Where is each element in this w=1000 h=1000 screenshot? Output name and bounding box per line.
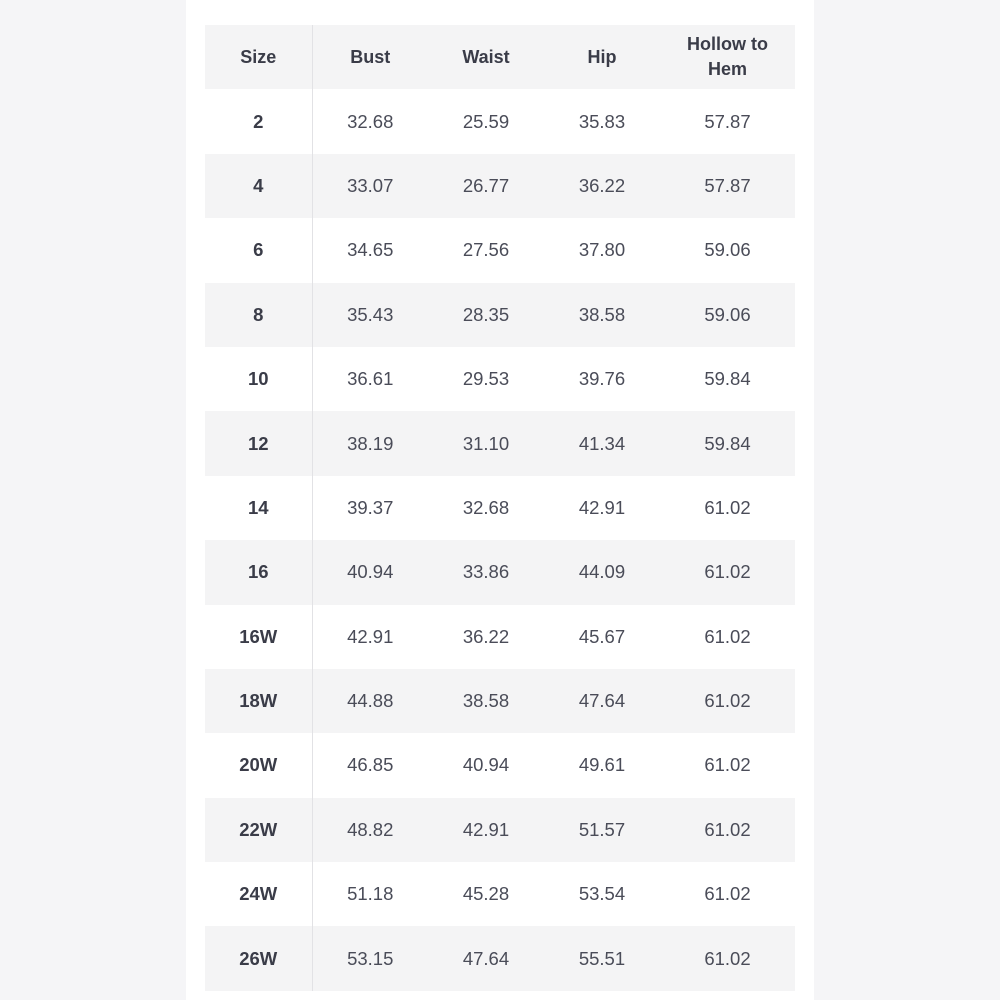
- hip-cell: 37.80: [578, 239, 626, 261]
- size-cell: 12: [205, 411, 312, 475]
- waist-cell: 47.64: [428, 926, 544, 990]
- hip-cell: 49.61: [578, 754, 626, 776]
- table-row: [205, 669, 795, 733]
- bust-cell: 46.85: [347, 754, 394, 776]
- size-cell: 16: [205, 540, 312, 604]
- header-waist: Waist: [428, 25, 544, 89]
- waist-cell: 26.77: [428, 154, 544, 218]
- size-chart-table: [205, 25, 796, 991]
- hollow-to-hem-cell: 61.02: [660, 540, 795, 604]
- table-row: [205, 798, 795, 862]
- size-cell: 14: [205, 476, 312, 540]
- hollow-to-hem-cell: 59.06: [704, 239, 751, 261]
- waist-cell: 40.94: [462, 754, 510, 776]
- header-bust: Bust: [312, 25, 428, 89]
- hip-cell: 36.22: [544, 154, 660, 218]
- hip-cell: 35.83: [578, 110, 626, 132]
- table-row: [205, 347, 795, 411]
- hollow-to-hem-cell: 61.02: [704, 883, 751, 905]
- table-row: [205, 733, 795, 797]
- waist-cell: 28.35: [428, 283, 544, 347]
- waist-cell: 33.86: [428, 540, 544, 604]
- hollow-to-hem-cell: 59.84: [660, 411, 795, 475]
- waist-cell: 38.58: [428, 669, 544, 733]
- table-row: [205, 218, 795, 282]
- table-row: [205, 89, 795, 153]
- waist-cell: 25.59: [462, 110, 510, 132]
- hollow-to-hem-cell: 59.06: [660, 283, 795, 347]
- bust-cell: 44.88: [312, 669, 428, 733]
- bust-cell: 36.61: [347, 368, 394, 390]
- waist-cell: 32.68: [462, 496, 510, 518]
- size-cell: 16W: [205, 605, 312, 669]
- hip-cell: 51.57: [544, 798, 660, 862]
- hip-cell: 45.67: [578, 625, 626, 647]
- hip-cell: 55.51: [544, 926, 660, 990]
- hollow-to-hem-cell: 61.02: [704, 496, 751, 518]
- hip-cell: 42.91: [578, 496, 626, 518]
- table-row: [205, 476, 795, 540]
- header-hip: Hip: [544, 25, 660, 89]
- header-hollow-to-hem: [660, 25, 795, 89]
- table-row: [205, 540, 795, 604]
- hollow-to-hem-cell: 61.02: [660, 926, 795, 990]
- size-cell: 6: [205, 218, 312, 282]
- bust-cell: 51.18: [347, 883, 394, 905]
- size-cell: 26W: [205, 926, 312, 990]
- waist-cell: 36.22: [462, 625, 510, 647]
- bust-cell: 39.37: [347, 496, 394, 518]
- hollow-to-hem-cell: 57.87: [660, 154, 795, 218]
- bust-cell: 38.19: [312, 411, 428, 475]
- hip-cell: 39.76: [578, 368, 626, 390]
- hip-cell: 47.64: [544, 669, 660, 733]
- hip-cell: 53.54: [578, 883, 626, 905]
- waist-cell: 42.91: [428, 798, 544, 862]
- bust-cell: 40.94: [312, 540, 428, 604]
- bust-cell: 34.65: [347, 239, 394, 261]
- header-hollow-line2: Hem: [707, 59, 747, 80]
- hip-cell: 38.58: [544, 283, 660, 347]
- table-row: [205, 154, 795, 218]
- table-row: [205, 862, 795, 926]
- bust-cell: 35.43: [312, 283, 428, 347]
- table-row: [205, 605, 795, 669]
- waist-cell: 31.10: [428, 411, 544, 475]
- bust-cell: 33.07: [312, 154, 428, 218]
- hollow-to-hem-cell: 57.87: [704, 110, 751, 132]
- table-row: [205, 283, 795, 347]
- size-cell: 4: [205, 154, 312, 218]
- size-cell: 22W: [205, 798, 312, 862]
- waist-cell: 29.53: [462, 368, 510, 390]
- size-cell: 20W: [205, 733, 312, 797]
- hollow-to-hem-cell: 59.84: [704, 368, 751, 390]
- hip-cell: 44.09: [544, 540, 660, 604]
- table-row: [205, 926, 795, 990]
- table-body: [205, 89, 795, 990]
- hollow-to-hem-cell: 61.02: [660, 798, 795, 862]
- waist-cell: 27.56: [462, 239, 510, 261]
- bust-cell: 42.91: [347, 625, 394, 647]
- bust-cell: 53.15: [312, 926, 428, 990]
- hollow-to-hem-cell: 61.02: [660, 669, 795, 733]
- bust-cell: 48.82: [312, 798, 428, 862]
- size-cell: 8: [205, 283, 312, 347]
- header-hollow-line1: Hollow to: [687, 34, 768, 55]
- hip-cell: 41.34: [544, 411, 660, 475]
- table-row: [205, 411, 795, 475]
- header-size: Size: [205, 25, 312, 89]
- size-cell: 10: [205, 347, 312, 411]
- size-cell: 2: [205, 89, 312, 153]
- size-cell: 24W: [205, 862, 312, 926]
- waist-cell: 45.28: [462, 883, 510, 905]
- size-cell: 18W: [205, 669, 312, 733]
- bust-cell: 32.68: [347, 110, 394, 132]
- header-row: [205, 25, 795, 89]
- hollow-to-hem-cell: 61.02: [704, 754, 751, 776]
- hollow-to-hem-cell: 61.02: [704, 625, 751, 647]
- size-chart-page: [186, 0, 814, 1000]
